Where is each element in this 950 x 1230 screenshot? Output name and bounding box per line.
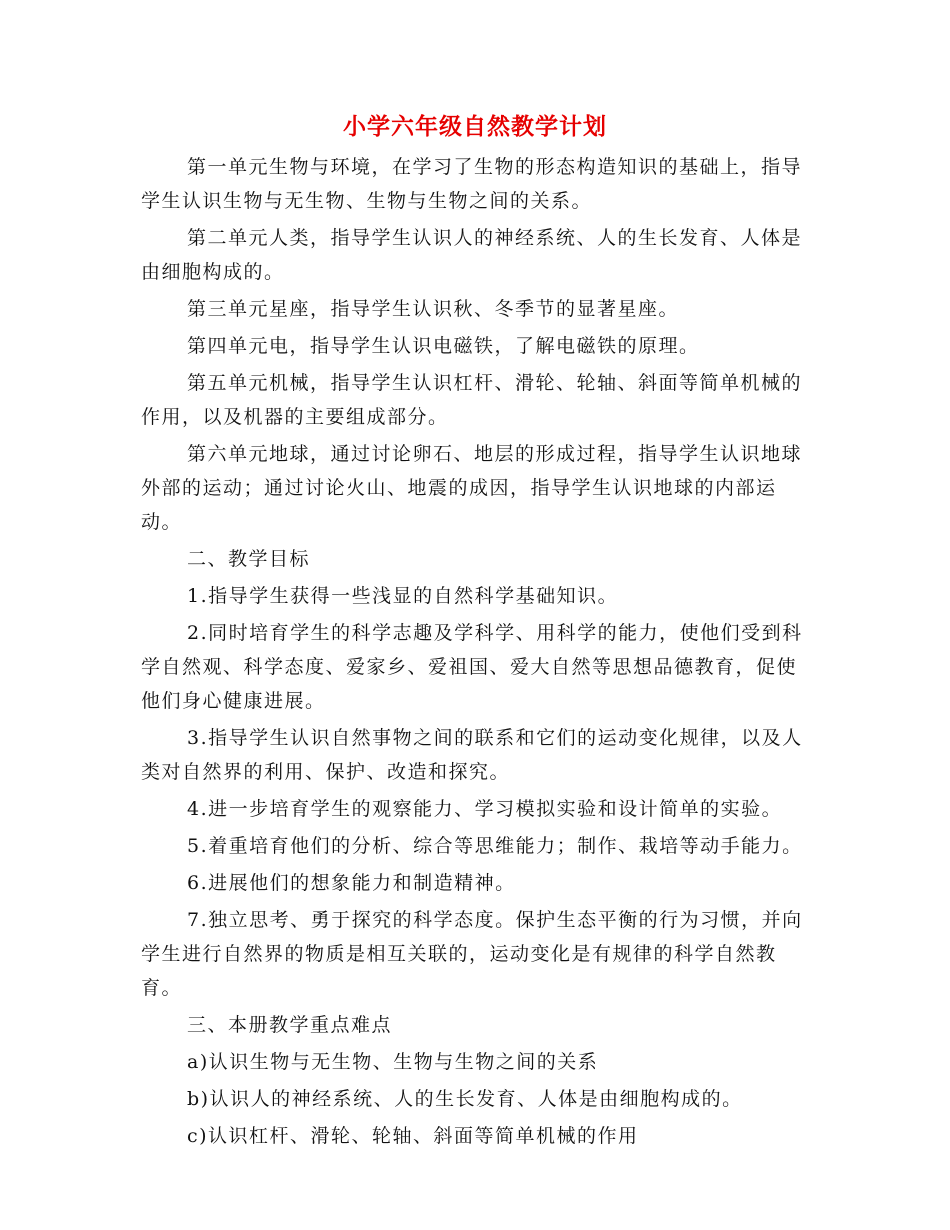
- objective-item-7: 7.独立思考、勇于探究的科学态度。保护生态平衡的行为习惯，并向学生进行自然界的物质是相互关联的，运动变化是有规律的科学自然教育。: [141, 909, 803, 999]
- objective-item-5: 5.着重培育他们的分析、综合等思维能力；制作、栽培等动手能力。: [187, 835, 803, 857]
- section-heading-key-points: 三、本册教学重点难点: [187, 1014, 393, 1036]
- document-title: 小学六年级自然教学计划: [343, 113, 607, 140]
- objective-item-4: 4.进一步培育学生的观察能力、学习模拟实验和设计简单的实验。: [187, 798, 783, 820]
- key-point-c: c)认识杠杆、滑轮、轮轴、斜面等简单机械的作用: [187, 1125, 639, 1147]
- paragraph-unit-1: 第一单元生物与环境，在学习了生物的形态构造知识的基础上，指导学生认识生物与无生物、生物与生物之间的关系。: [141, 156, 803, 212]
- key-point-b: b)认识人的神经系统、人的生长发育、人体是由细胞构成的。: [187, 1088, 743, 1110]
- paragraph-unit-5: 第五单元机械，指导学生认识杠杆、滑轮、轮轴、斜面等简单机械的作用，以及机器的主要组成部分。: [141, 372, 803, 428]
- paragraph-unit-3: 第三单元星座，指导学生认识秋、冬季节的显著星座。: [187, 298, 680, 320]
- paragraph-unit-6: 第六单元地球，通过讨论卵石、地层的形成过程，指导学生认识地球外部的运动；通过讨论火山、地震的成因，指导学生认识地球的内部运动。: [141, 443, 803, 533]
- paragraph-unit-2: 第二单元人类，指导学生认识人的神经系统、人的生长发育、人体是由细胞构成的。: [141, 227, 803, 283]
- objective-item-1: 1.指导学生获得一些浅显的自然科学基础知识。: [187, 585, 619, 607]
- document-body: [141, 150, 809, 1156]
- objective-item-3: 3.指导学生认识自然事物之间的联系和它们的运动变化规律，以及人类对自然界的利用、保护、改造和探究。: [141, 727, 803, 783]
- objective-item-6: 6.进展他们的想象能力和制造精神。: [187, 872, 516, 894]
- objective-item-2: 2.同时培育学生的科学志趣及学科学、用科学的能力，使他们受到科学自然观、科学态度、爱家乡、爱祖国、爱大自然等思想品德教育，促使他们身心健康进展。: [141, 622, 803, 712]
- section-heading-objectives: 二、教学目标: [187, 548, 311, 570]
- paragraph-unit-4: 第四单元电，指导学生认识电磁铁，了解电磁铁的原理。: [187, 335, 700, 357]
- key-point-a: a)认识生物与无生物、生物与生物之间的关系: [187, 1051, 599, 1073]
